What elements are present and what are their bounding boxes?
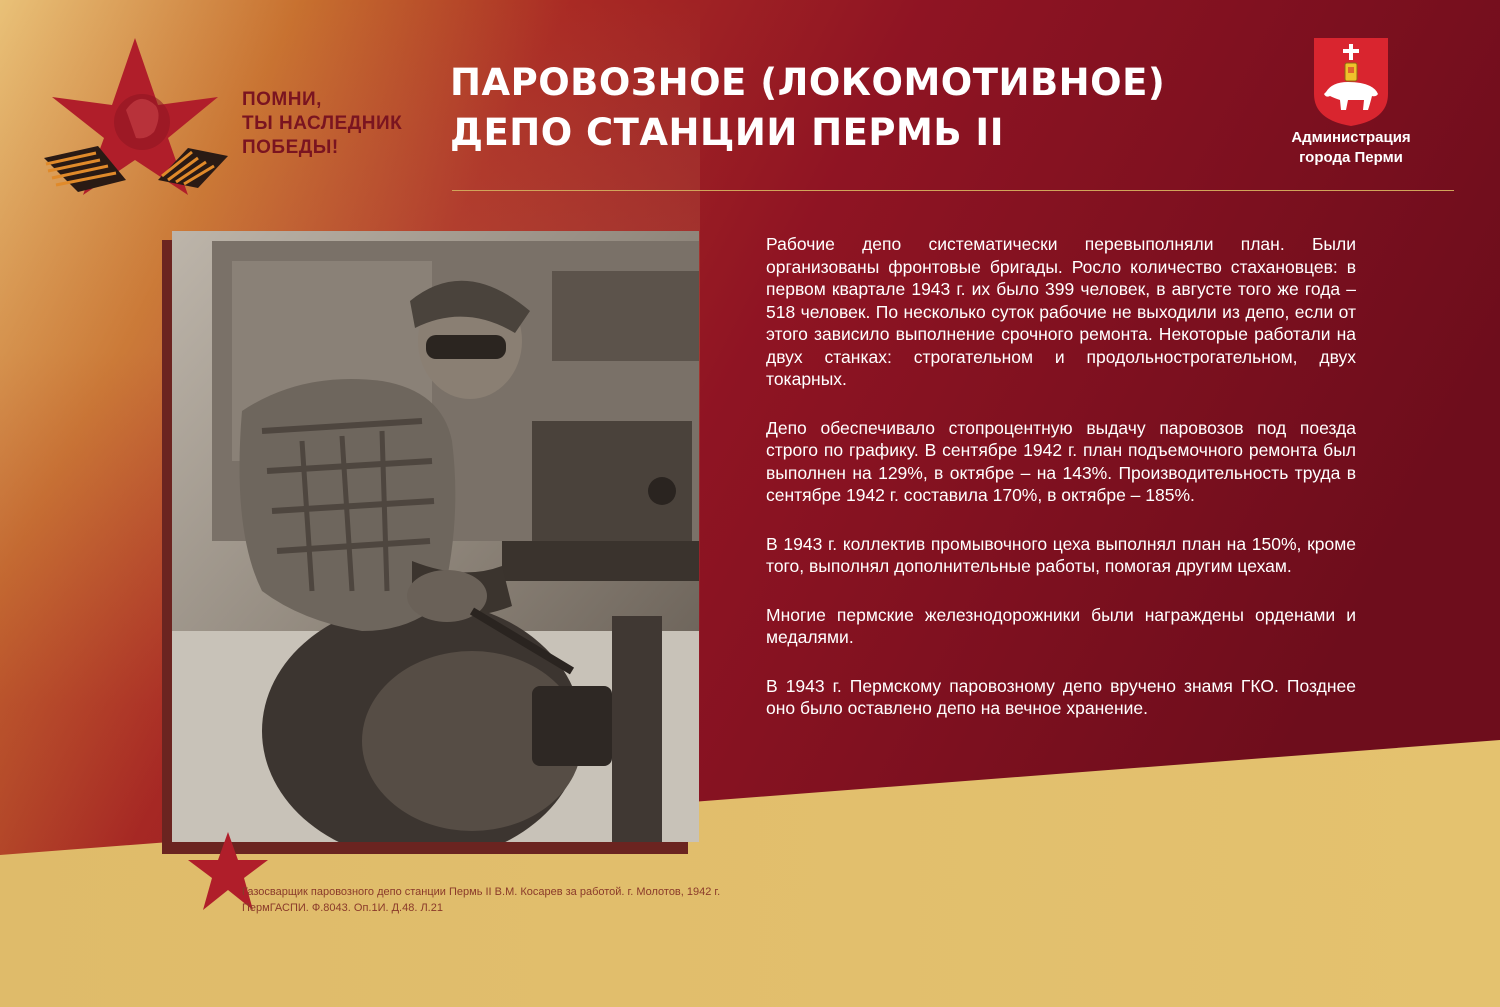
- page-title: [450, 58, 1165, 158]
- motto-line: ПОМНИ,: [242, 89, 322, 110]
- archival-photo: [172, 231, 699, 842]
- caption-line: Газосварщик паровозного депо станции Пермь II В.М. Косарев за работой. г. Молотов, 1942 г.: [242, 886, 721, 898]
- paragraph: Многие пермские железнодорожники были награждены орденами и медалями.: [766, 604, 1356, 647]
- motto: [242, 88, 402, 160]
- title-line: ПАРОВОЗНОЕ (ЛОКОМОТИВНОЕ): [450, 61, 1166, 104]
- red-star-icon: [38, 30, 238, 205]
- title-line: ДЕПО СТАНЦИИ ПЕРМЬ II: [450, 111, 1004, 154]
- administration-line: города Перми: [1299, 149, 1403, 166]
- paragraph: Рабочие депо систематически перевыполняли план. Были организованы фронтовые бригады. Росло количество стахановцев: в первом квартале 1943 г. их было 399 человек, в августе того же года – 518 человек. По несколько суток рабочие не выходили из депо, если от этого зависило выполнение срочного ремонта. Некоторые работали на двух станках: строгательном и продольнострогательном, двух токарных.: [766, 234, 1356, 389]
- administration-label: [1278, 128, 1424, 168]
- photo-caption: [242, 884, 720, 916]
- motto-line: ПОБЕДЫ!: [242, 137, 339, 158]
- paragraph: Депо обеспечивало стопроцентную выдачу паровозов под поезда строго по графику. В сентябре 1942 г. план подъемочного ремонта был выполнен на 129%, в октябре – на 143%. Производительность труда в сентябре 1942 г. составила 170%, в октябре – 185%.: [766, 417, 1356, 505]
- motto-line: ТЫ НАСЛЕДНИК: [242, 113, 403, 134]
- paragraph: В 1943 г. Пермскому паровозному депо вручено знамя ГКО. Позднее оно было оставлено депо на вечное хранение.: [766, 675, 1356, 718]
- administration-line: Администрация: [1291, 129, 1411, 146]
- body-text: [766, 233, 1356, 746]
- caption-line: ПермГАСПИ. Ф.8043. Оп.1И. Д.48. Л.21: [242, 902, 443, 914]
- paragraph: В 1943 г. коллектив промывочного цеха выполнял план на 150%, кроме того, выполнял дополнительные работы, помогая другим цехам.: [766, 533, 1356, 576]
- perm-coat-of-arms-icon: [1312, 36, 1390, 128]
- welder-photo-illustration: [172, 231, 699, 842]
- title-divider: [452, 190, 1454, 191]
